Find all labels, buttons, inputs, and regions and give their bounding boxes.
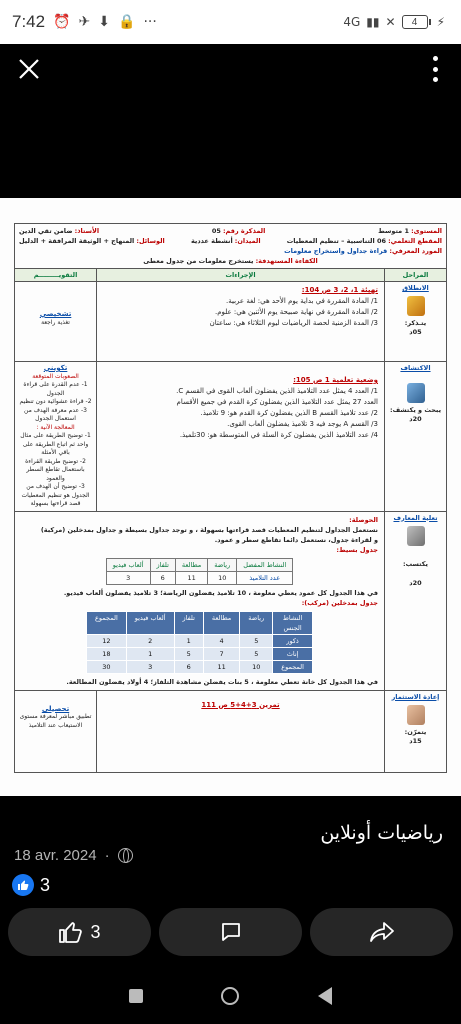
launch-stage — [385, 282, 447, 362]
notification-icons — [53, 14, 157, 30]
more-notifications-icon: ··· — [143, 14, 157, 30]
discover-row — [15, 362, 447, 512]
practice-eval-title: تحصيلي — [41, 704, 70, 713]
double-table-row-label: ذكور — [273, 634, 313, 647]
discover-eval-item: 1- توضيح الطريقة على مثال واحد ثم اتباع الطريقة على باقي الأمثلة — [20, 432, 91, 456]
discover-procedures — [97, 362, 385, 512]
discover-eval-item: 2- توضيح طريقة القراءة باستعمال تقاطع السطر والعمود — [25, 457, 86, 482]
status-time: 7:42 — [12, 12, 46, 31]
photo-viewer-topbar — [0, 44, 461, 94]
telegram-icon: ✈ — [78, 14, 91, 30]
simple-table-cell: النشاط المفضل — [237, 558, 293, 571]
separator-dot: · — [104, 847, 110, 864]
col-evaluation: التقويـــــــــم — [15, 269, 97, 282]
discover-eval-item: 1- عدم القدرة على قراءة الجدول — [23, 381, 88, 397]
discover-eval-item: 3- عدم معرفة الهدف من استعمال الجدول — [24, 406, 87, 422]
double-table-cell: 6 — [174, 660, 203, 673]
practice-stage — [385, 690, 447, 772]
close-button[interactable] — [14, 54, 44, 84]
system-nav-bar — [0, 968, 461, 1024]
level-label: المستوى: — [411, 227, 442, 235]
discover-eval-sub1: الصعوبات المتوقعة — [32, 372, 79, 380]
discover-stage-title: الاكتشاف — [400, 364, 431, 372]
simple-table-cell: تلفاز — [150, 558, 175, 571]
post-date-row — [14, 847, 133, 864]
double-table-cell: 3 — [126, 660, 174, 673]
alarm-icon: ⏰ — [53, 14, 71, 30]
launch-procedures — [97, 282, 385, 362]
charging-icon: ⚡ — [436, 15, 445, 29]
like-reaction-icon — [12, 874, 34, 896]
knowledge-stage — [385, 511, 447, 690]
lesson-plan-table — [14, 223, 447, 773]
discover-stage-sub: يبحث و يكتشف: — [389, 406, 442, 414]
means-value: المنهاج + الوثيقة المرافقة + الدليل — [19, 237, 135, 245]
column-header-row — [15, 269, 447, 282]
launch-line: 3/ المدة الزمنية لحصة الرياضيات ليوم الثلاثاء هي: ساعتان — [209, 319, 378, 327]
more-dot-icon — [433, 67, 438, 72]
competence-label: الكفاءة المستهدفة: — [255, 257, 318, 265]
double-table-title: جدول بمدخلين (مركب): — [301, 598, 378, 607]
double-table-cell: 11 — [203, 660, 239, 673]
double-table-cell: 5 — [240, 647, 273, 660]
page-name[interactable]: رياضيات أونلاين — [320, 822, 443, 844]
simple-table-cell: رياضة — [208, 558, 237, 571]
launch-evaluation — [15, 282, 97, 362]
knowledge-procedures — [15, 511, 385, 690]
knowledge-stage-title: تعلية المعارف — [393, 513, 438, 522]
level-value: 1 متوسط — [378, 227, 409, 235]
signal-icon: ▮▮ — [366, 15, 380, 29]
teacher-value: ضامن تقي الدين — [19, 227, 73, 235]
launch-stage-time: 05د — [409, 328, 422, 336]
double-table-cell: 4 — [203, 634, 239, 647]
corner-top: النشاط — [282, 613, 303, 622]
discover-eval-sub2: المعالجة الآنية : — [36, 423, 75, 431]
simple-table-cell: 10 — [208, 571, 237, 584]
simple-table-cell: ألعاب فيديو — [106, 558, 150, 571]
practice-eval-text: تطبيق مباشر لمعرفة مستوى الاستيعاب عند التلاميذ — [19, 713, 92, 729]
double-table-row-label: المجموع — [273, 660, 313, 673]
discover-eval-item: 2- قراءة عشوائية دون تنظيم — [19, 398, 92, 405]
books-figure-icon — [407, 526, 425, 546]
double-table-cell: 5 — [174, 647, 203, 660]
download-icon: ⬇ — [98, 14, 110, 30]
double-table-header: ألعاب فيديو — [126, 611, 174, 634]
corner-bottom: الجنس — [283, 623, 302, 632]
globe-icon — [118, 848, 133, 863]
simple-table-cell: مطالعة — [175, 558, 207, 571]
field-label: الميدان: — [234, 237, 261, 245]
like-button[interactable] — [8, 908, 151, 956]
double-entry-table — [86, 611, 313, 674]
share-button[interactable] — [310, 908, 453, 956]
discover-stage — [385, 362, 447, 512]
battery-icon — [402, 15, 428, 29]
header-row — [15, 224, 447, 269]
researcher-figure-icon — [407, 383, 425, 403]
double-table-cell: 30 — [87, 660, 127, 673]
share-icon — [369, 920, 395, 944]
knowledge-stage-sub: يكتسب: — [403, 559, 428, 568]
status-bar — [0, 0, 461, 44]
practice-figure-icon — [407, 705, 425, 725]
launch-eval-text: تغذية راجعة — [41, 318, 70, 326]
simple-table — [106, 558, 293, 585]
more-options-button[interactable] — [431, 56, 439, 82]
segment-value: 06 التناسبية – تنظيم المعطيات — [286, 237, 386, 245]
discover-eval-title: تكويني — [43, 364, 68, 372]
knowledge-stage-time: 20د — [409, 578, 422, 587]
memo-label: المذكرة رقم: — [222, 227, 266, 235]
likes-count: 3 — [40, 874, 51, 895]
back-button[interactable] — [318, 987, 332, 1005]
launch-stage-title: الانطلاق — [402, 284, 429, 292]
thinking-figure-icon — [407, 296, 425, 316]
practice-procedures — [97, 690, 385, 772]
double-table-cell: 1 — [126, 647, 174, 660]
launch-line: 2/ المادة المقررة في نهاية صبيحة يوم الأثنين هي: علوم. — [215, 308, 378, 316]
post-date: 18 avr. 2024 — [14, 847, 97, 864]
double-table-cell: 7 — [203, 647, 239, 660]
knowledge-line: و لقراءة جدول، نستعمل دائما تقاطع سطر و عمود. — [214, 535, 378, 544]
wifi-off-icon: ✕ — [385, 15, 396, 29]
launch-heading: تهيئة 1، 2، 3 ص 104: — [301, 286, 378, 294]
discover-evaluation — [15, 362, 97, 512]
discover-eval-item: 3- توضيح أن الهدف من الجدول هو تنظيم المعطيات قصد قراءتها بسهولة — [21, 483, 90, 507]
col-procedures: الإجراءات — [97, 269, 385, 282]
means-label: الوسائل: — [136, 237, 165, 245]
col-stages: المراحل — [385, 269, 447, 282]
double-table-header: المجموع — [87, 611, 127, 634]
practice-evaluation — [15, 690, 97, 772]
simple-table-title: جدول بسيط: — [336, 545, 378, 554]
knowledge-line: نستعمل الجداول لتنظيم المعطيات قصد قراءتها بسهولة ، و توجد جداول بسيطة و جداول بمدخلين (مركبة) — [40, 525, 378, 534]
double-table-header: تلفاز — [174, 611, 203, 634]
memo-value: 05 — [211, 227, 221, 235]
close-icon — [14, 54, 44, 84]
discover-stage-time: 20د — [409, 415, 422, 423]
system-icons — [343, 15, 445, 29]
practice-stage-title: إعادة الاستثمار — [391, 692, 440, 701]
double-table-note: في هذا الجدول كل خانة تعطي معلومة ، 5 بنات يفضلن مشاهدة التلفاز؛ 4 أولاد يفضلون المطالعة. — [66, 677, 378, 686]
like-button-count: 3 — [90, 921, 101, 942]
field-value: أنشطة عددية — [190, 237, 233, 245]
reactions-summary[interactable] — [12, 874, 50, 896]
launch-eval-title: تشخيصي — [39, 310, 72, 318]
home-button[interactable] — [221, 987, 239, 1005]
double-table-header: مطالعة — [203, 611, 239, 634]
battery-level: 4 — [411, 16, 418, 28]
more-dot-icon — [433, 56, 438, 61]
discover-line: 4/ عدد التلاميذ الذين يفضلون كرة السلة في المتوسطة هو: 30تلميذ. — [179, 431, 378, 439]
double-table-header: رياضة — [240, 611, 273, 634]
discover-line: العدد 27 يمثل عدد التلاميذ الذين يفضلون كرة القدم في جميع الأقسام — [176, 398, 378, 406]
discover-line: 3/ القسم A يوجد فيه 3 تلاميذ يفضلون ألعاب القوى. — [227, 420, 378, 428]
double-table-row — [87, 660, 313, 673]
post-actions — [8, 908, 453, 956]
simple-table-note: في هذا الجدول كل عمود يعطي معلومة ، 10 تلاميذ يفضلون الرياضة؛ 3 تلاميذ يفضلون ألعاب فيديو. — [63, 588, 378, 597]
discover-line: 1/ العدد 4 يمثل عدد التلاميذ الذين يفضلون ألعاب القوى في القسم C. — [176, 387, 378, 395]
practice-row — [15, 690, 447, 772]
simple-table-cell: 11 — [175, 571, 207, 584]
resource-label: المورد المعرفي: — [389, 247, 442, 255]
double-table-cell: 18 — [87, 647, 127, 660]
thumbs-up-icon — [58, 920, 82, 944]
practice-heading: تمرين 3+4+5 ص 111 — [201, 700, 280, 709]
launch-stage-sub: يتـذكر: — [404, 319, 427, 327]
knowledge-row — [15, 511, 447, 690]
lock-icon: 🔒 — [118, 14, 136, 30]
network-label: 4G — [343, 15, 361, 29]
discover-line: 2/ عدد تلاميذ القسم B الذين يفضلون كرة القدم هو: 9 تلاميذ. — [200, 409, 378, 417]
double-table-cell: 1 — [174, 634, 203, 647]
double-table-row — [87, 634, 313, 647]
double-table-cell: 10 — [240, 660, 273, 673]
battery-tip — [429, 19, 431, 25]
double-table-corner — [273, 611, 313, 634]
double-table-row-label: إناث — [273, 647, 313, 660]
segment-label: المقطع التعلمي: — [388, 237, 442, 245]
double-table-cell: 2 — [126, 634, 174, 647]
recents-button[interactable] — [129, 989, 143, 1003]
knowledge-heading: الحوصلة: — [349, 515, 378, 524]
practice-stage-sub: يتمرّن: — [404, 727, 427, 736]
launch-line: 1/ المادة المقررة في بداية يوم الأحد هي: لغة عربية. — [226, 297, 378, 305]
launch-row — [15, 282, 447, 362]
simple-table-cell: عدد التلاميذ — [237, 571, 293, 584]
simple-table-cell: 6 — [150, 571, 175, 584]
comment-icon — [219, 920, 243, 944]
resource-value: قراءة جداول واستخراج معلومات — [284, 247, 388, 255]
more-dot-icon — [433, 77, 438, 82]
double-table-cell: 12 — [87, 634, 127, 647]
lesson-plan-image[interactable] — [0, 198, 461, 796]
simple-table-cell: 3 — [106, 571, 150, 584]
comment-button[interactable] — [159, 908, 302, 956]
competence-value: يستخرج معلومات من جدول معطى — [143, 257, 254, 265]
double-table-cell: 5 — [240, 634, 273, 647]
double-table-row — [87, 647, 313, 660]
discover-heading: وضعية تعلمية 1 ص 105: — [293, 376, 378, 384]
teacher-label: الأستاذ: — [74, 227, 100, 235]
practice-stage-time: 15د — [409, 736, 422, 745]
